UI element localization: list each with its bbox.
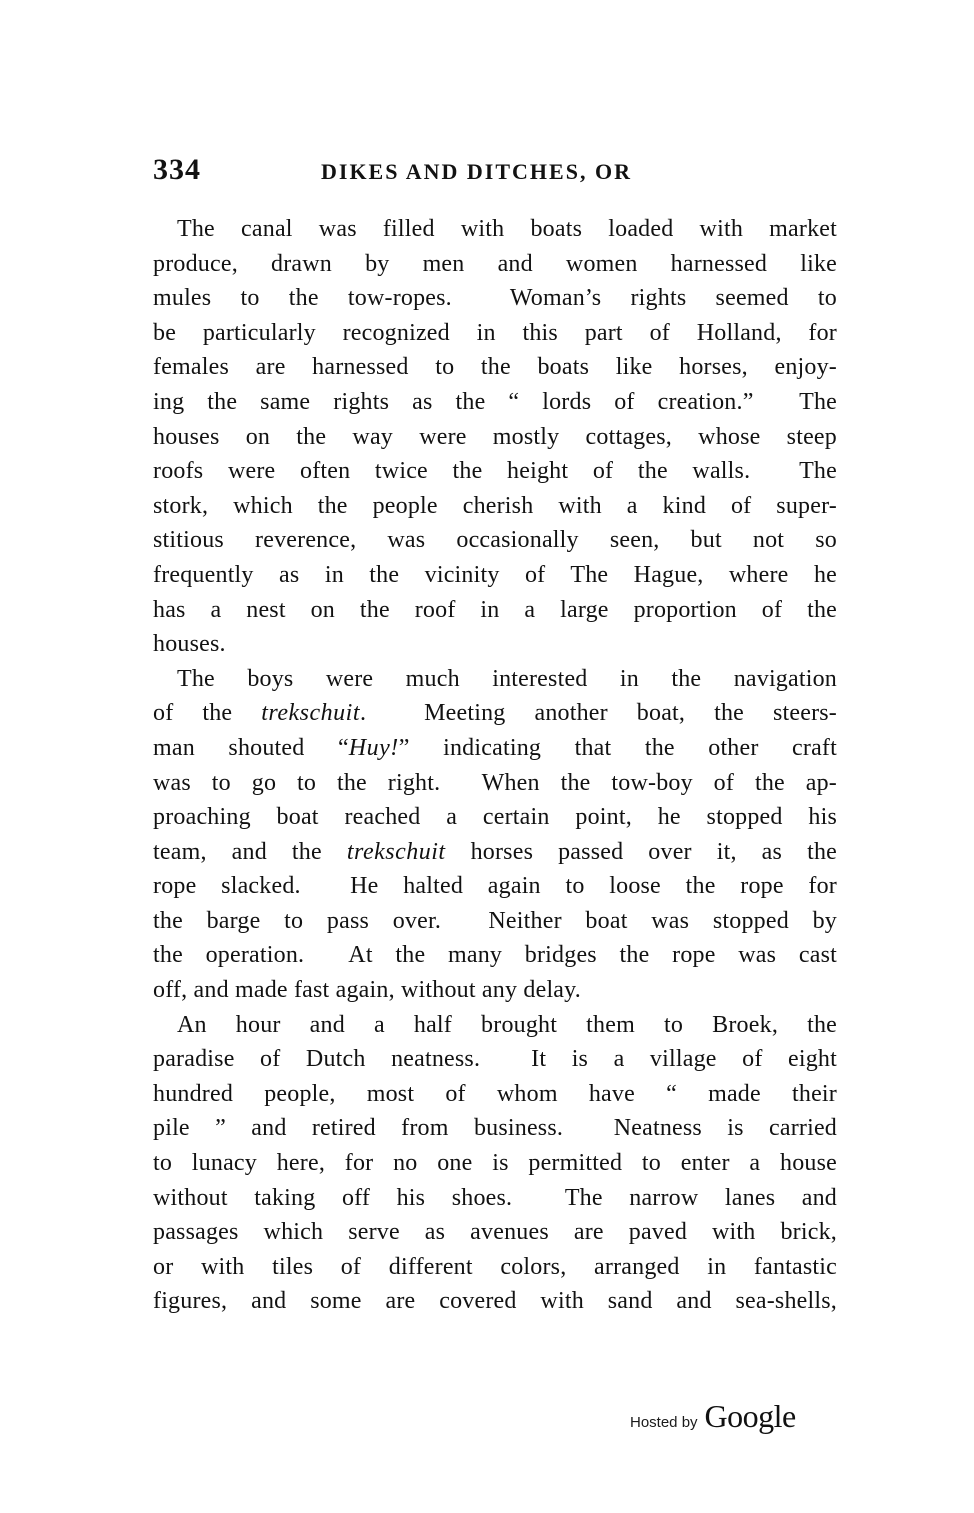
text-line	[153, 1077, 837, 1112]
text-line	[153, 316, 837, 351]
text-segment: horses passed over it, as the	[445, 838, 837, 865]
page-number: 334	[153, 153, 201, 186]
text-line	[153, 938, 837, 973]
text-segment: houses on the way were mostly cottages, whose steep	[153, 423, 837, 450]
hosted-by-label: Hosted by	[630, 1414, 698, 1431]
text-segment: man shouted “	[153, 734, 349, 761]
scan-watermark	[630, 1398, 796, 1435]
text-line	[153, 1111, 837, 1146]
text-segment: has a nest on the roof in a large proportion of the	[153, 596, 837, 623]
text-segment: proaching boat reached a certain point, he stopped his	[153, 804, 837, 831]
text-line	[153, 350, 837, 385]
text-segment: team, and the	[153, 838, 347, 865]
text-line	[153, 523, 837, 558]
text-segment: was to go to the right. When the tow-boy of the ap-	[153, 769, 837, 796]
text-line	[153, 1008, 837, 1043]
text-segment: hundred people, most of whom have “ made their	[153, 1080, 837, 1107]
text-segment: passages which serve as avenues are paved with brick,	[153, 1219, 837, 1246]
google-logo: Google	[704, 1398, 796, 1434]
italic-text: trekschuit	[346, 838, 446, 865]
text-line	[153, 1146, 837, 1181]
text-segment: The boys were much interested in the navigation	[177, 665, 837, 692]
text-line	[153, 558, 837, 593]
text-segment: or with tiles of different colors, arranged in fantastic	[153, 1253, 837, 1280]
text-segment: to lunacy here, for no one is permitted to enter a house	[153, 1150, 837, 1177]
text-line	[153, 420, 837, 455]
text-segment: stitious reverence, was occasionally seen, but not so	[153, 527, 837, 554]
text-line	[153, 800, 837, 835]
italic-text: trekschuit	[261, 700, 360, 727]
text-line	[153, 1215, 837, 1250]
text-line	[153, 454, 837, 489]
text-line	[153, 385, 837, 420]
text-segment: the barge to pass over. Neither boat was stopped by	[153, 907, 837, 934]
text-line	[153, 489, 837, 524]
paragraph	[153, 1008, 837, 1319]
running-header-title: DIKES AND DITCHES, OR	[321, 159, 632, 184]
text-line	[153, 627, 837, 662]
text-line	[153, 662, 837, 697]
text-segment: without taking off his shoes. The narrow lanes and	[153, 1184, 837, 1211]
text-line	[153, 904, 837, 939]
text-segment: females are harnessed to the boats like horses, enjoy-	[153, 354, 837, 381]
text-line	[153, 869, 837, 904]
paragraph	[153, 662, 837, 1008]
text-line	[153, 973, 837, 1008]
text-segment: ing the same rights as the “ lords of creation.” The	[153, 388, 837, 415]
page-header	[153, 154, 837, 194]
text-segment: off, and made fast again, without any delay.	[153, 977, 582, 1004]
text-segment: of the	[153, 700, 262, 727]
text-segment: ” indicating that the other craft	[398, 734, 837, 761]
text-segment: frequently as in the vicinity of The Hague, where he	[153, 561, 837, 588]
text-line	[153, 766, 837, 801]
text-segment: paradise of Dutch neatness. It is a village of eight	[153, 1046, 837, 1073]
text-segment: rope slacked. He halted again to loose the rope for	[153, 873, 837, 900]
italic-text: Huy!	[348, 734, 399, 761]
text-line	[153, 247, 837, 282]
text-line	[153, 281, 837, 316]
text-segment: figures, and some are covered with sand and sea-shells,	[153, 1288, 837, 1315]
text-line	[153, 593, 837, 628]
text-segment: An hour and a half brought them to Broek, the	[177, 1011, 837, 1038]
text-segment: produce, drawn by men and women harnessed like	[153, 250, 837, 277]
text-segment: roofs were often twice the height of the walls. The	[153, 458, 837, 485]
text-segment: . Meeting another boat, the steers-	[360, 700, 837, 727]
text-segment: pile ” and retired from business. Neatness is carried	[153, 1115, 837, 1142]
text-segment: stork, which the people cherish with a kind of super-	[153, 492, 837, 519]
text-line	[153, 835, 837, 870]
text-line	[153, 212, 837, 247]
text-segment: houses.	[153, 631, 226, 658]
body-text-block	[153, 212, 837, 1319]
paragraph	[153, 212, 837, 662]
text-segment: be particularly recognized in this part of Holland, for	[153, 319, 837, 346]
text-line	[153, 1250, 837, 1285]
text-line	[153, 1284, 837, 1319]
text-line	[153, 1181, 837, 1216]
text-line	[153, 1042, 837, 1077]
text-segment: The canal was filled with boats loaded with market	[177, 216, 837, 242]
text-segment: mules to the tow-ropes. Woman’s rights seemed to	[153, 285, 837, 312]
text-segment: the operation. At the many bridges the rope was cast	[153, 942, 837, 969]
text-line	[153, 731, 837, 766]
text-line	[153, 696, 837, 731]
